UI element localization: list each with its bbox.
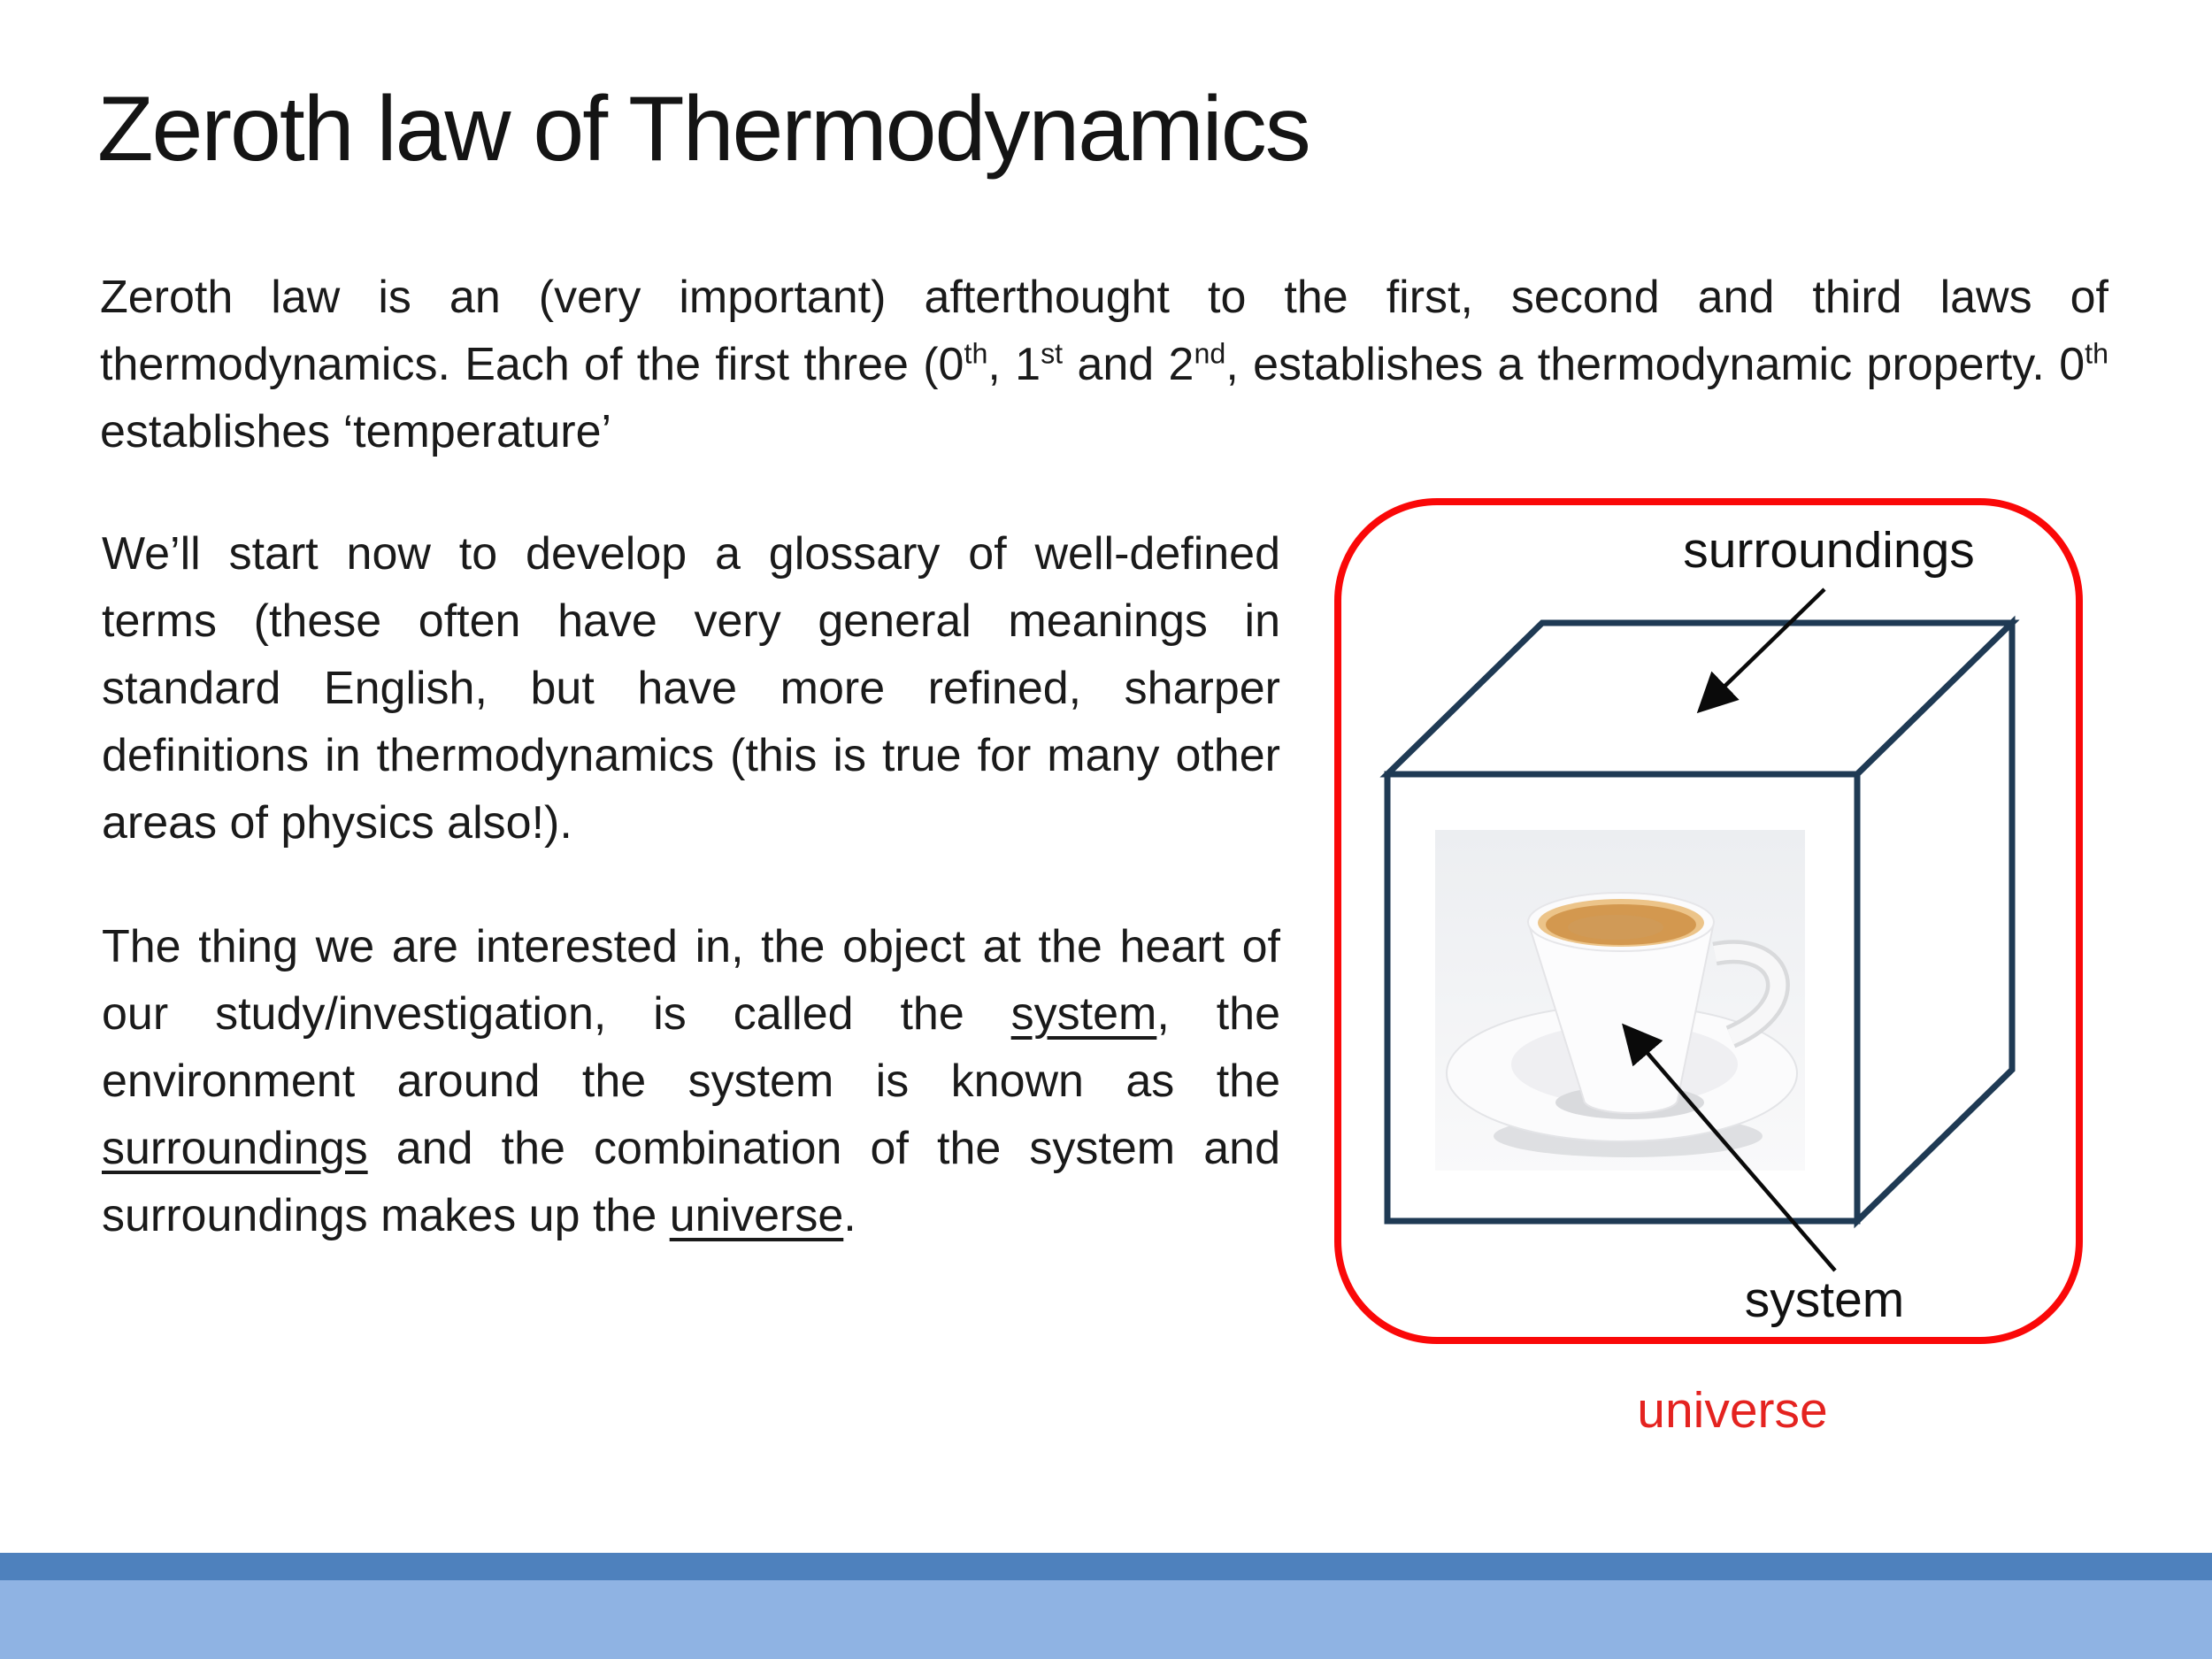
intro-paragraph: Zeroth law is an (very important) afterthought to the first, second and third laws of thermodynamics. Each of the first three (0th, 1st and 2nd, establishes a thermodynamic property. 0th establishes ‘temperature’: [100, 272, 2109, 457]
universe-label: universe: [1637, 1382, 1828, 1439]
system-definition-paragraph: The thing we are interested in, the object at the heart of our study/investigation, is called the system, the environment around the system is known as the surroundings and the combination of the system and surroundings makes up the universe.: [102, 921, 1280, 1241]
slide-title: Zeroth law of Thermodynamics: [97, 78, 1310, 180]
footer-accent-bar: [0, 1553, 2212, 1580]
universe-diagram: [1310, 478, 2159, 1486]
coffee-swirl: [1568, 915, 1663, 940]
system-label: system: [1744, 1271, 1905, 1328]
glossary-paragraph: We’ll start now to develop a glossary of well-defined terms (these often have very general meanings in standard English, but have more refined, sharper definitions in thermodynamics (this is true for many other areas of physics also!).: [102, 528, 1280, 849]
coffee-cup-photo: [1435, 830, 1805, 1171]
footer-base-bar: [0, 1580, 2212, 1659]
surroundings-label: surroundings: [1683, 522, 1975, 579]
